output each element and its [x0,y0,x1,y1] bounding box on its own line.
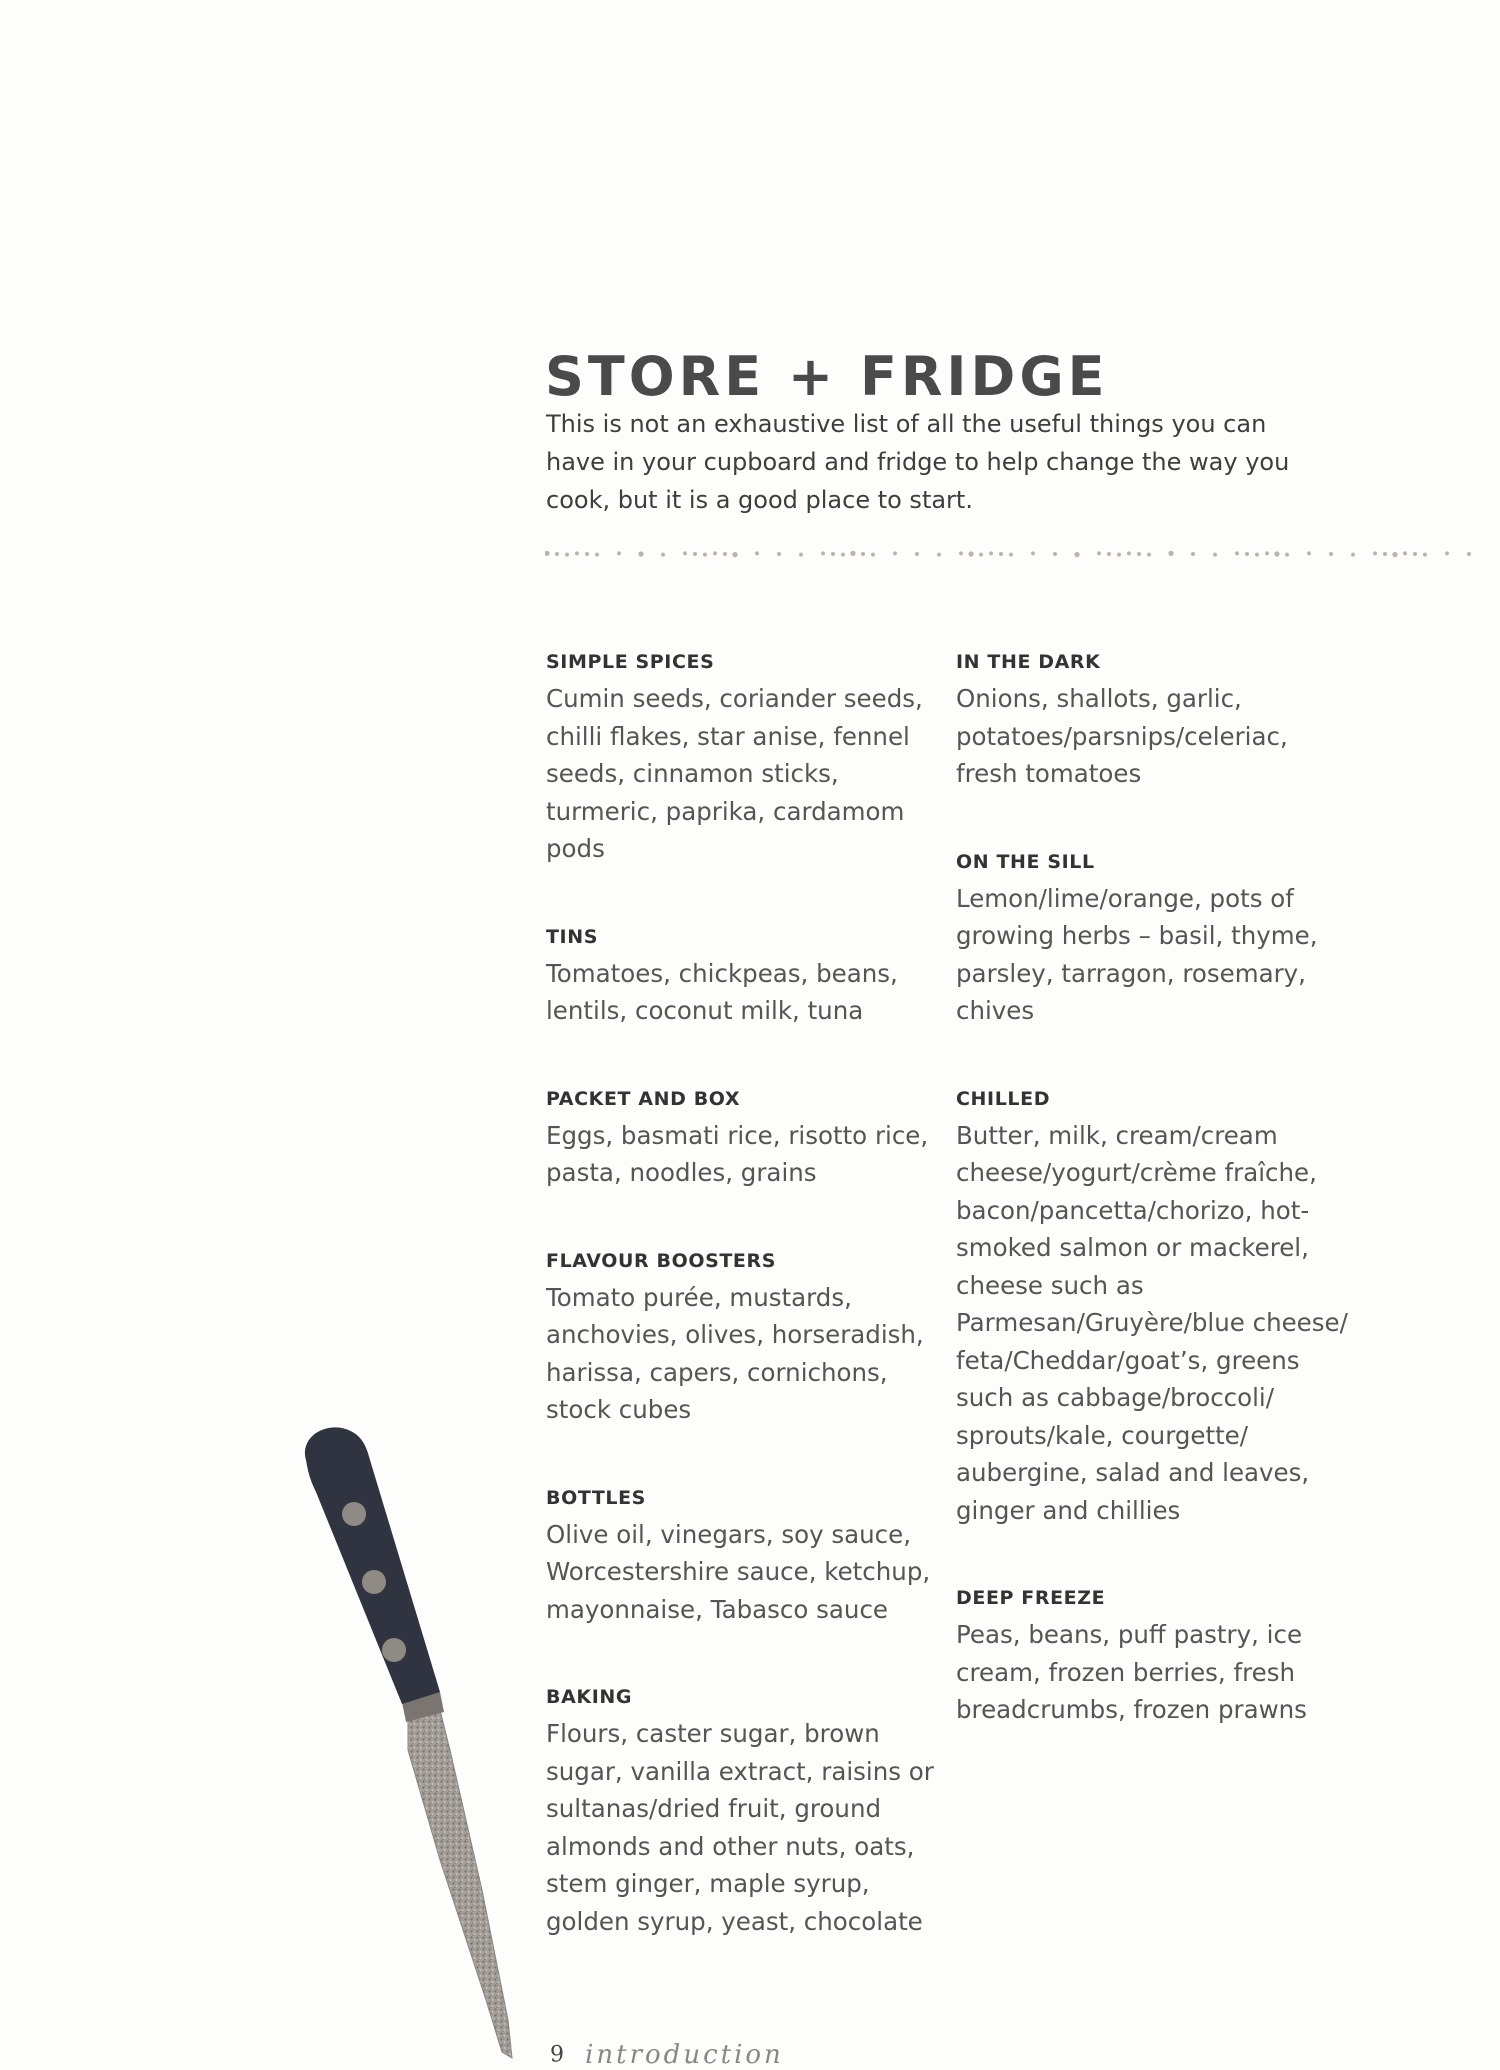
divider-dot [959,551,963,555]
section-bottles [546,1484,946,1629]
kitchen-knife-icon [290,1420,550,2060]
divider-dot [1245,552,1249,556]
divider-dot [1383,552,1387,556]
divider-dot [1403,551,1407,555]
divider-dot [1467,552,1471,556]
divider-dot [1235,551,1239,555]
divider-dot [871,553,875,557]
divider-dot [703,553,707,557]
section-packet-and-box [546,1085,946,1192]
section-heading: FLAVOUR BOOSTERS [546,1249,777,1272]
dotted-divider [545,545,1490,563]
section-heading: BAKING [546,1686,633,1708]
divider-dot [1392,552,1397,557]
section-heading: PACKET AND BOX [546,1087,741,1110]
divider-dot [1191,552,1195,556]
section-body: Lemon/lime/orange, pots of growing herbs – basil, thyme, parsley, tarragon, rosemary, chives [956,883,1318,1025]
divider-dot [1329,552,1333,556]
section-body: Onions, shallots, garlic, potatoes/parsnips/celeriac, fresh tomatoes [956,684,1288,788]
divider-dot [1074,552,1079,557]
divider-dot [799,553,803,557]
divider-dot [595,553,599,557]
section-tins [546,923,946,1030]
section-chilled [956,1085,1356,1530]
divider-dot [1031,551,1035,555]
divider-dot [732,552,737,557]
divider-dot [841,553,845,557]
section-heading: DEEP FREEZE [956,1587,1106,1609]
divider-dot [661,553,665,557]
section-heading: ON THE SILL [956,850,1095,873]
section-heading: TINS [546,925,599,948]
divider-dot [1307,551,1311,555]
divider-dot [915,552,919,556]
divider-dot [555,552,559,556]
section-body: Tomatoes, chickpeas, beans, lentils, coconut milk, tuna [546,958,898,1025]
divider-dot [1107,552,1111,556]
divider-dot [1255,553,1259,557]
section-body: Eggs, basmati rice, risotto rice, pasta, noodles, grains [546,1120,929,1187]
section-body: Flours, caster sugar, brown sugar, vanilla extract, raisins or sultanas/dried fruit, ground almonds and other nuts, oats, stem ginger, maple syrup, golden syrup, yeast, chocolate [546,1719,934,1936]
section-flavour-boosters [546,1247,946,1429]
section-deep-freeze [956,1584,1356,1729]
divider-dot [638,551,643,556]
divider-dot [968,551,973,556]
section-heading: IN THE DARK [956,651,1101,673]
divider-dot [831,552,835,556]
divider-dot [937,553,941,557]
divider-dot [1097,551,1101,555]
intro-paragraph: This is not an exhaustive list of all the useful things you can have in your cupboard and fridge to help change the way you cook, but it is a good place to start. [546,410,1290,514]
divider-dot [545,551,550,556]
divider-dot [999,552,1003,556]
divider-dot [1147,553,1151,557]
divider-dot [979,553,983,557]
divider-dot [1213,553,1217,557]
divider-dot [989,551,993,555]
section-body: Butter, milk, cream/cream cheese/yogurt/crème fraîche, bacon/pancetta/chorizo, hot-smoked salmon or mackerel, cheese such as Parmesan/Gruyère/blue cheese/ feta/Cheddar/goat’s, greens such as cabbage/broccoli/ sprouts/kale, courgette/ aubergine, salad and leaves, ginger and chillies [956,1120,1348,1525]
chapter-label: introduction [585,2040,784,2070]
divider-dot [565,553,569,557]
divider-dot [1285,553,1289,557]
divider-dot [861,552,865,556]
divider-dot [1053,552,1057,556]
divider-dot [1265,551,1269,555]
divider-dot [1127,551,1131,555]
divider-dot [693,552,697,556]
divider-dot [617,551,621,555]
section-simple-spices [546,648,946,868]
divider-dot [1137,552,1141,556]
divider-dot [1445,551,1449,555]
section-heading: CHILLED [956,1087,1051,1110]
divider-dot [585,552,589,556]
section-baking [546,1683,946,1940]
divider-dot [683,551,687,555]
section-body: Olive oil, vinegars, soy sauce, Worcestershire sauce, ketchup, mayonnaise, Tabasco sauce [546,1519,931,1624]
section-body: Peas, beans, puff pastry, ice cream, frozen berries, fresh breadcrumbs, frozen prawns [956,1620,1307,1724]
divider-dot [1423,553,1427,557]
page-number: 9 [550,2042,564,2068]
section-on-the-sill [956,848,1356,1030]
right-column [956,648,1356,1729]
section-heading: BOTTLES [546,1486,646,1509]
page-title: STORE + FRIDGE [545,345,1109,408]
divider-dot [1351,553,1355,557]
divider-dot [850,551,855,556]
left-column [546,648,946,1940]
divider-dot [713,551,717,555]
divider-dot [1168,551,1173,556]
section-body: Tomato purée, mustards, anchovies, olives, horseradish, harissa, capers, cornichons, stock cubes [546,1282,924,1424]
section-heading: SIMPLE SPICES [546,651,715,673]
section-body: Cumin seeds, coriander seeds, chilli flakes, star anise, fennel seeds, cinnamon sticks, turmeric, paprika, cardamom pods [546,684,923,863]
divider-dot [777,552,781,556]
divider-dot [1117,553,1121,557]
divider-dot [1274,551,1279,556]
divider-dot [893,551,897,555]
divider-dot [821,551,825,555]
divider-dot [1413,552,1417,556]
divider-dot [723,552,727,556]
divider-dot [755,551,759,555]
divider-dot [1009,553,1013,557]
section-in-the-dark [956,648,1356,793]
divider-dot [575,551,579,555]
divider-dot [1373,551,1377,555]
